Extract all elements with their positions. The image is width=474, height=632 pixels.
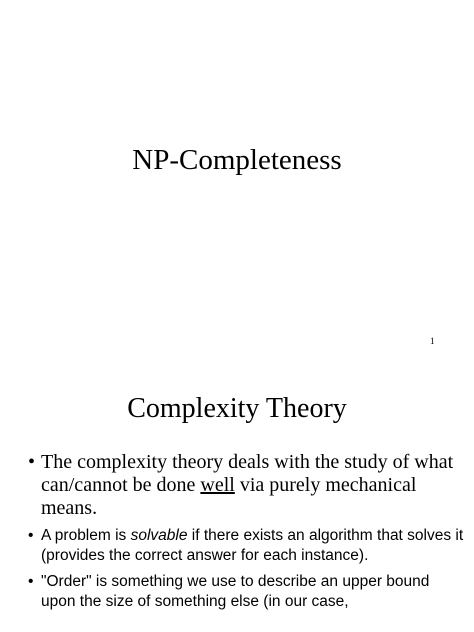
italic-word: solvable: [130, 527, 188, 544]
bullet-item: [28, 526, 468, 566]
bullet-text: via purely mechanical means.: [41, 474, 417, 519]
slide-title: Complexity Theory: [127, 393, 347, 424]
bullet-marker: •: [28, 573, 34, 590]
bullet-text: "Order" is something we use to describe an upper bound upon the size of something else (in our case,: [41, 573, 430, 610]
bullet-item: [28, 451, 468, 520]
bullet-text: The complexity theory deals with the study of what can/cannot be done: [41, 451, 454, 496]
bullet-text: A problem is: [41, 527, 131, 544]
underlined-word: well: [200, 474, 235, 496]
bullet-marker: •: [28, 527, 34, 544]
bullet-marker: •: [28, 451, 36, 473]
bullet-text: if there exists an algorithm that solves it (provides the correct answer for each instance).: [41, 527, 464, 564]
slide-title: NP-Completeness: [132, 144, 342, 176]
bullet-list: [28, 451, 468, 618]
bullet-item: [28, 572, 468, 612]
slide-2: [0, 355, 474, 632]
page-number: 1: [430, 336, 435, 346]
